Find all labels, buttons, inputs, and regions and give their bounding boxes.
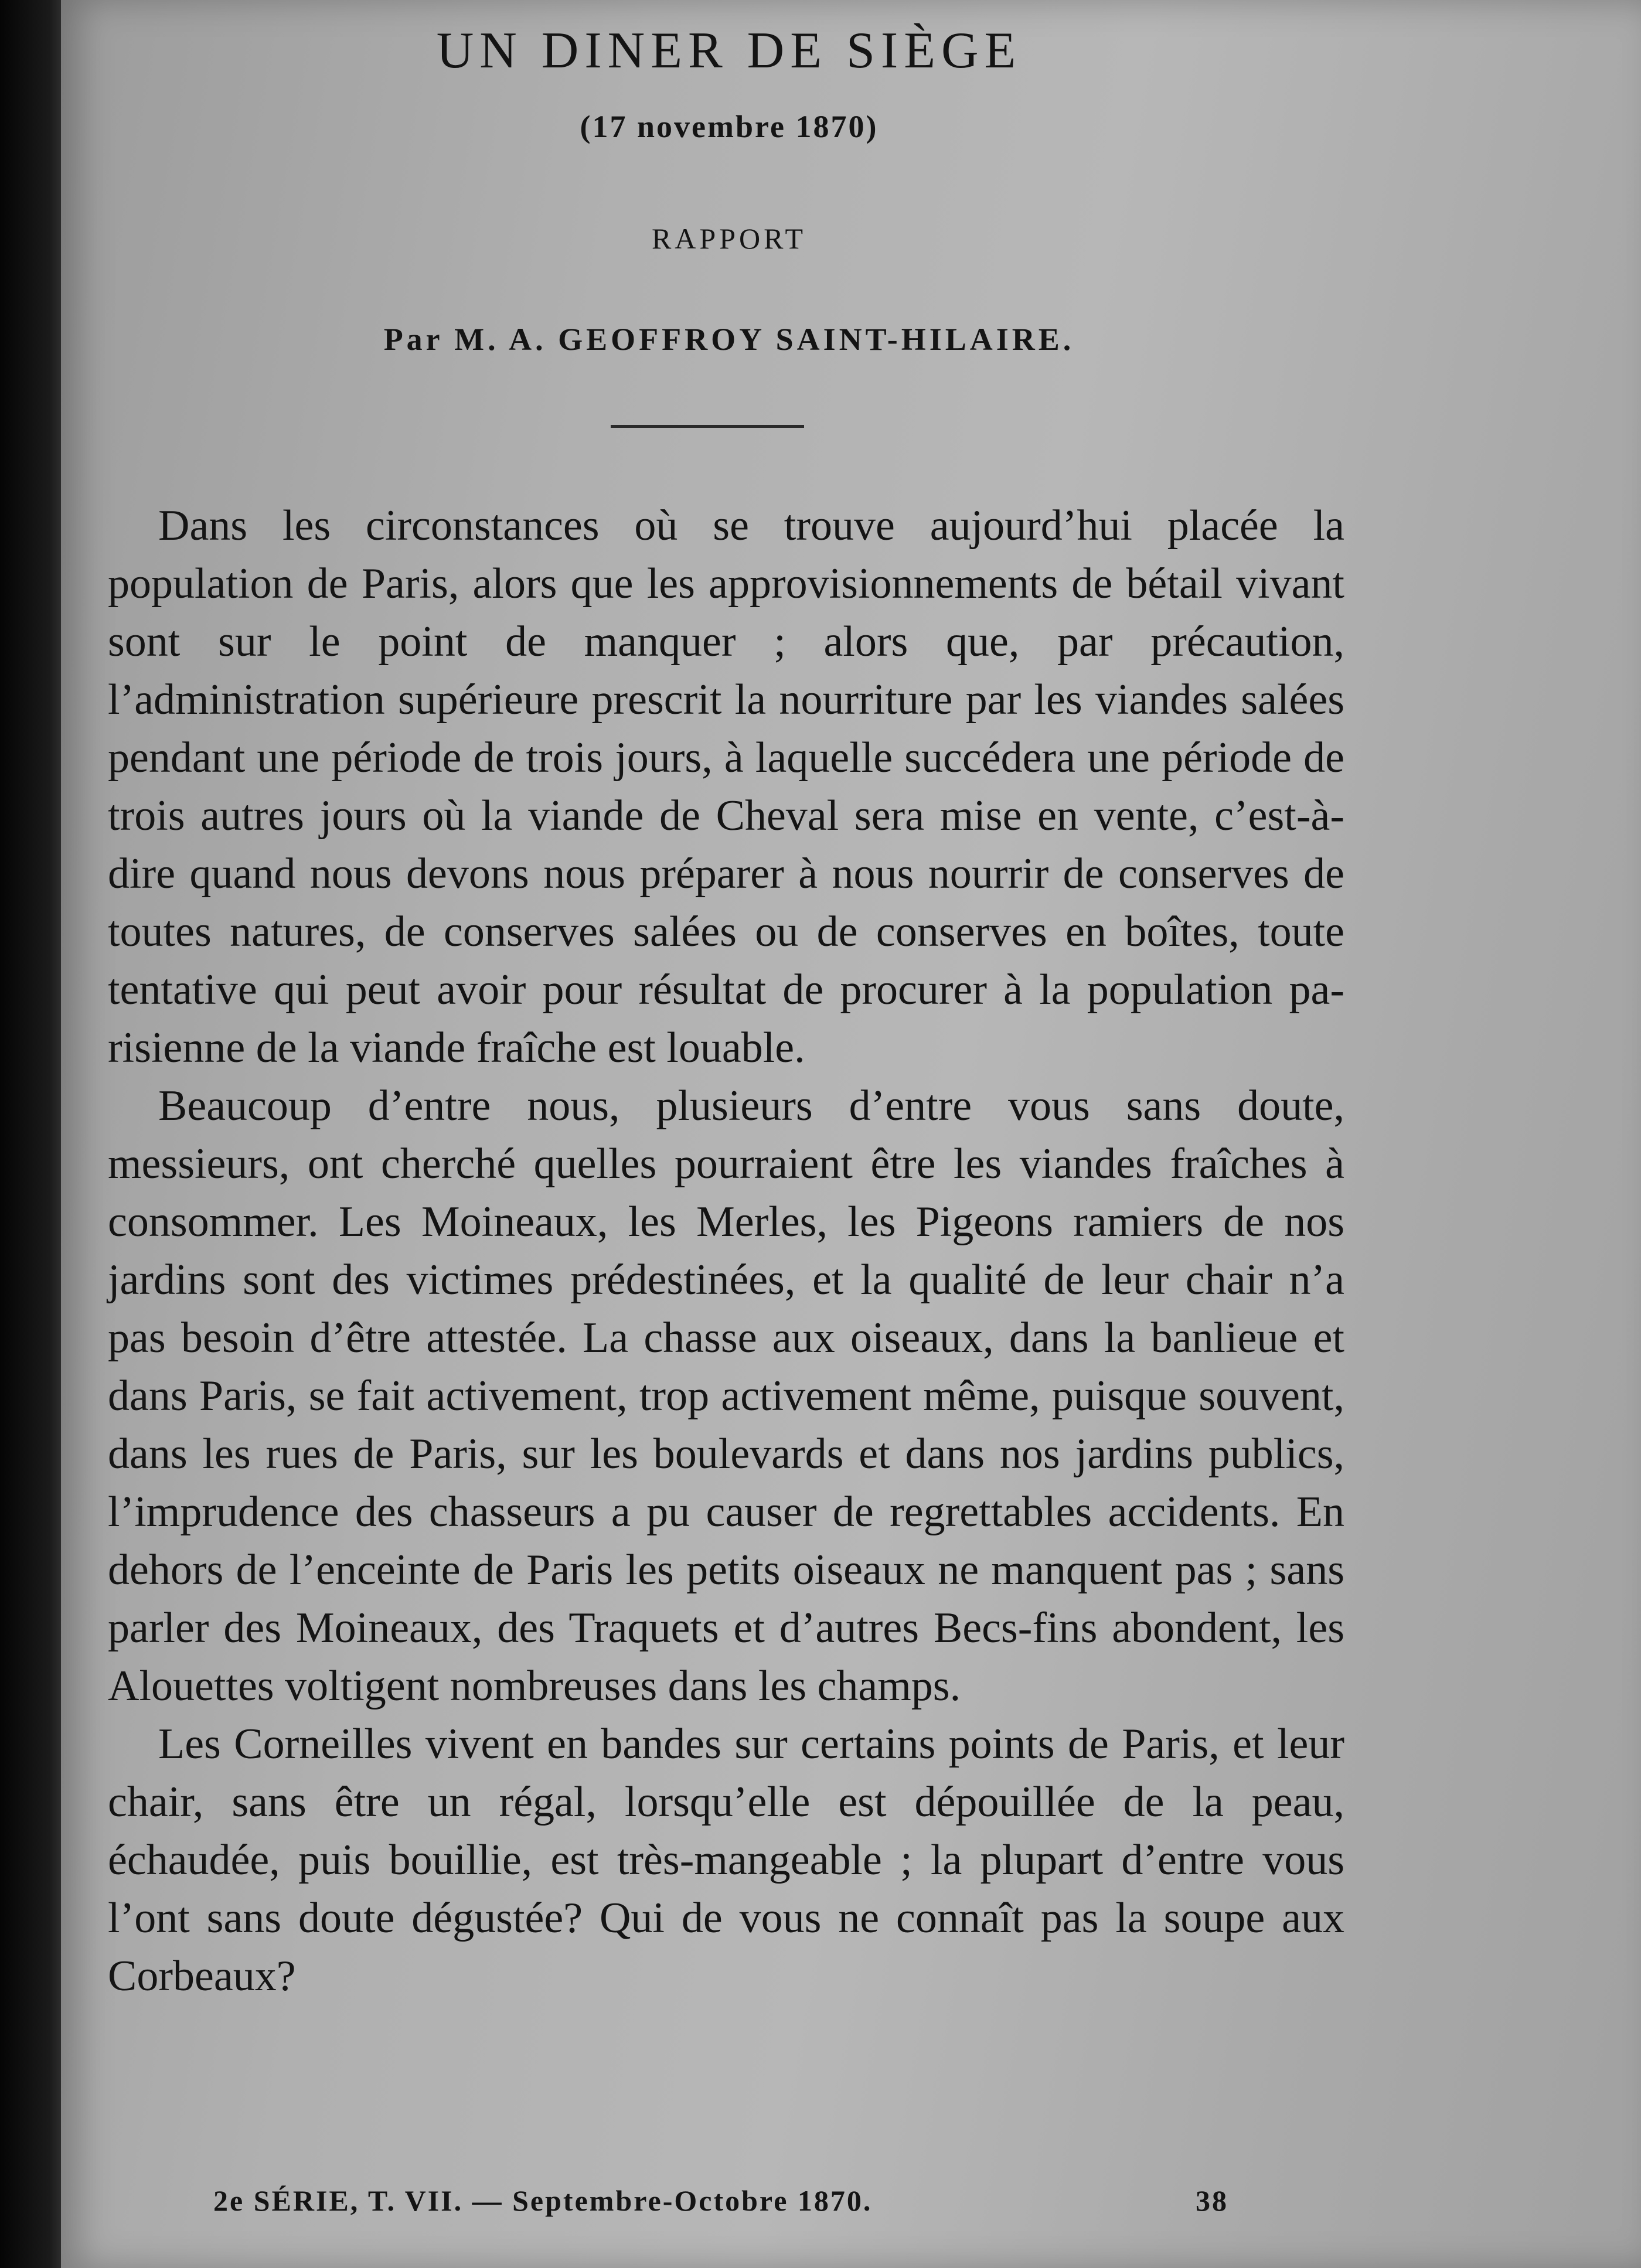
article-body: [108, 497, 1344, 2005]
paragraph: Les Corneilles vivent en bandes sur certains points de Paris, et leur chair, sans être un régal, lorsqu’elle est dépouillée de la peau, échaudée, puis bouillie, est très-mangeable ; la plupart d’entre vous l’ont sans doute dégustée? Qui de vous ne connaît pas la soupe aux Corbeaux?: [108, 1720, 1344, 2000]
binding-edge: [0, 0, 70, 2268]
page-number: 38: [1196, 2184, 1228, 2217]
paragraph: Dans les circonstances où se trouve aujourd’hui placée la population de Paris, alors que les approvisionnements de bétail vivant sont sur le point de manquer ; alors que, par précaution, l’administration supérieure prescrit la nourriture par les viandes salées pendant une période de trois jours, à laquelle succédera une période de trois autres jours où la viande de Cheval sera mise en vente, c’est-à-dire quand nous devons nous préparer à nous nourrir de conserves de toutes natures, de conserves salées ou de conserves en boîtes, toute tentative qui peut avoir pour résultat de procurer à la population parisienne de la viande fraîche est louable.: [108, 502, 1344, 1072]
report-label: RAPPORT: [651, 222, 807, 255]
footer-series: 2e SÉRIE, T. VII. — Septembre-Octobre 1870.: [213, 2184, 873, 2217]
paragraph: Beaucoup d’entre nous, plusieurs d’entre vous sans doute, messieurs, ont cherché quelles pourraient être les viandes fraîches à consommer. Les Moineaux, les Merles, les Pigeons ramiers de nos jardins sont des victimes prédestinées, et la qualité de leur chair n’a pas besoin d’être attestée. La chasse aux oiseaux, dans la banlieue et dans Paris, se fait activement, trop activement même, puisque souvent, dans les rues de Paris, sur les boulevards et dans nos jardins publics, l’imprudence des chasseurs a pu causer de regrettables accidents. En dehors de l’enceinte de Paris les petits oiseaux ne manquent pas ; sans parler des Moineaux, des Traquets et d’autres Becs-fins abondent, les Alouettes voltigent nombreuses dans les champs.: [108, 1082, 1344, 1710]
article-author: Par M. A. GEOFFROY SAINT-HILAIRE.: [383, 322, 1075, 357]
title-divider: [611, 425, 804, 428]
book-page: [61, 0, 1641, 2268]
article-date: (17 novembre 1870): [580, 109, 879, 144]
article-title: UN DINER DE SIÈGE: [436, 22, 1022, 79]
